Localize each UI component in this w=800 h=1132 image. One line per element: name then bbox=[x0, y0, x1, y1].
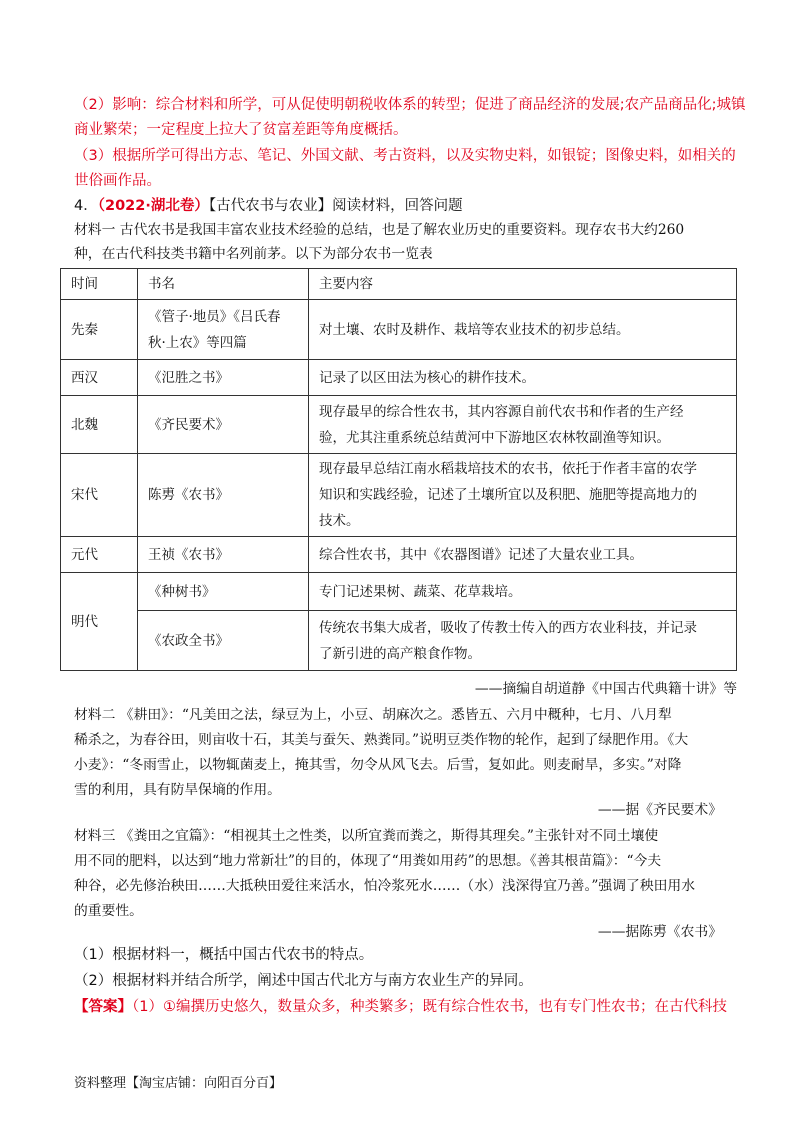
table-row bbox=[61, 454, 737, 537]
content-line: 验，尤其注重系统总结黄河中下游地区农林牧副渔等知识。 bbox=[319, 429, 670, 446]
table-row bbox=[61, 360, 737, 396]
cell-content bbox=[309, 611, 737, 671]
cell-content: 专门记述果树、蔬菜、花草栽培。 bbox=[309, 573, 737, 611]
cell-book: 《氾胜之书》 bbox=[138, 360, 309, 396]
header-book: 书名 bbox=[138, 269, 309, 300]
answer-label: 【答案】 bbox=[74, 999, 132, 1015]
book-line: 《管子·地员》《吕氏春 bbox=[148, 308, 281, 325]
agricultural-books-table bbox=[60, 268, 737, 671]
table-row bbox=[61, 300, 737, 360]
table-row bbox=[61, 396, 737, 454]
material3-line4: 的重要性。 bbox=[74, 903, 143, 919]
cell-time: 明代 bbox=[61, 573, 138, 671]
cell-content bbox=[309, 454, 737, 537]
header-content: 主要内容 bbox=[309, 269, 737, 300]
material2-line4: 雪的利用，具有防旱保墒的作用。 bbox=[74, 782, 281, 798]
table-row bbox=[61, 537, 737, 573]
material1-line2: 种，在古代科技类书籍中名列前茅。以下为部分农书一览表 bbox=[74, 246, 433, 262]
material3-line2: 用不同的肥料，以达到“地力常新壮”的目的，体现了“用粪如用药”的思想。《善其根苗篇》：“今夫 bbox=[74, 853, 662, 869]
question-1: （1）根据材料一，概括中国古代农书的特点。 bbox=[74, 947, 374, 963]
material2-line1: 材料二 《耕田》：“凡美田之法，绿豆为上，小豆、胡麻次之。悉皆五、六月中穊种，七月、八月犁 bbox=[74, 707, 672, 723]
cell-time: 元代 bbox=[61, 537, 138, 573]
content-line: 了新引进的高产粮食作物。 bbox=[319, 645, 481, 662]
cell-content: 记录了以区田法为核心的耕作技术。 bbox=[309, 360, 737, 396]
table-row bbox=[61, 573, 737, 611]
content-line: 现存最早的综合性农书，其内容源自前代农书和作者的生产经 bbox=[319, 403, 684, 420]
answer-part3-line1: （3）根据所学可得出方志、笔记、外国文献、考古资料，以及实物史料，如银锭；图像史料，如相关的 bbox=[74, 148, 736, 164]
question-topic: 【古代农书与农业】 bbox=[208, 198, 333, 214]
cell-content: 对土壤、农时及耕作、栽培等农业技术的初步总结。 bbox=[309, 300, 737, 360]
footer-source: 资料整理【淘宝店铺：向阳百分百】 bbox=[74, 1076, 283, 1091]
material3-citation: ——据陈旉《农书》 bbox=[597, 924, 722, 940]
question-source: （2022·湖北卷） bbox=[97, 198, 209, 214]
content-line: 知识和实践经验，记述了土壤所宜以及积肥、施肥等提高地力的 bbox=[319, 487, 697, 503]
content-line: 现存最早总结江南水稻栽培技术的农书，依托于作者丰富的农学 bbox=[319, 461, 697, 477]
material2-citation: ——据《齐民要术》 bbox=[597, 802, 722, 818]
material2-line2: 稀杀之，为春谷田，则亩收十石，其美与蚕矢、熟粪同。”说明豆类作物的轮作，起到了绿肥作用。《大 bbox=[74, 732, 689, 748]
cell-time: 先秦 bbox=[61, 300, 138, 360]
cell-time: 宋代 bbox=[61, 454, 138, 537]
material1-line1: 材料一 古代农书是我国丰富农业技术经验的总结，也是了解农业历史的重要资料。现存农书大约260 bbox=[74, 222, 685, 238]
cell-content bbox=[309, 396, 737, 454]
question-number: 4． bbox=[74, 198, 98, 214]
material3-line3: 种谷，必先修治秧田……大抵秧田爱往来活水，怕冷浆死水……（水）浅深得宜乃善。”强调了秧田用水 bbox=[74, 878, 696, 894]
cell-time: 西汉 bbox=[61, 360, 138, 396]
cell-book bbox=[138, 300, 309, 360]
material2-line3: 小麦》：“冬雨雪止，以物辄菌麦上，掩其雪，勿令从风飞去。后雪，复如此。则麦耐旱，多实。”对降 bbox=[74, 757, 682, 773]
cell-time: 北魏 bbox=[61, 396, 138, 454]
header-time: 时间 bbox=[61, 269, 138, 300]
content-line: 技术。 bbox=[319, 513, 360, 529]
answer-text: （1）①编撰历史悠久，数量众多，种类繁多；既有综合性农书，也有专门性农书；在古代科技 bbox=[132, 999, 727, 1015]
answer-part3-line2: 世俗画作品。 bbox=[74, 173, 161, 189]
cell-book: 王祯《农书》 bbox=[138, 537, 309, 573]
answer-part2-line1: （2）影响：综合材料和所学，可从促使明朝税收体系的转型；促进了商品经济的发展;农产品商品化;城镇 bbox=[74, 97, 746, 113]
table-citation: ——摘编自胡道静《中国古代典籍十讲》等 bbox=[474, 681, 737, 697]
question-instruction: 阅读材料，回答问题 bbox=[332, 198, 463, 214]
book-line: 秋·上农》等四篇 bbox=[148, 334, 247, 351]
cell-book: 《农政全书》 bbox=[138, 611, 309, 671]
answer-part2-line2: 商业繁荣；一定程度上拉大了贫富差距等角度概括。 bbox=[74, 122, 408, 138]
answer-line bbox=[74, 996, 734, 1018]
cell-book: 《种树书》 bbox=[138, 573, 309, 611]
content-line: 传统农书集大成者，吸收了传教士传入的西方农业科技，并记录 bbox=[319, 619, 697, 636]
table-header-row bbox=[61, 269, 737, 300]
question-2: （2）根据材料并结合所学，阐述中国古代北方与南方农业生产的异同。 bbox=[74, 973, 533, 989]
cell-book: 《齐民要术》 bbox=[138, 396, 309, 454]
material3-line1: 材料三 《粪田之宜篇》：“相视其土之性类，以所宜粪而粪之，斯得其理矣。”主张针对不同土壤使 bbox=[74, 828, 659, 844]
table-row bbox=[61, 611, 737, 671]
cell-content: 综合性农书，其中《农器图谱》记述了大量农业工具。 bbox=[309, 537, 737, 573]
question-header bbox=[74, 195, 734, 217]
cell-book: 陈旉《农书》 bbox=[138, 454, 309, 537]
